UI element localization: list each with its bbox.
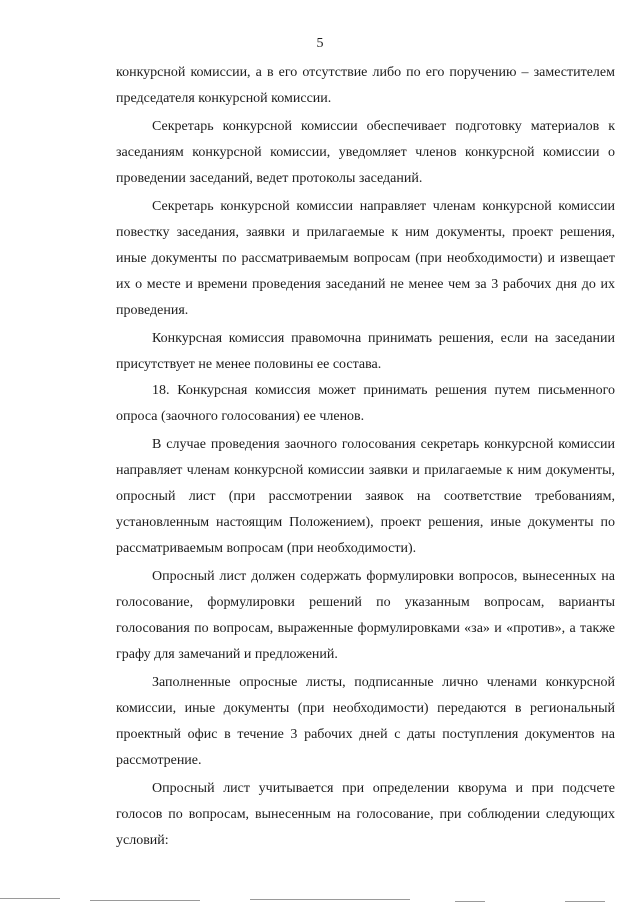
- paragraph-continuation: конкурсной комиссии, а в его отсутствие либо по его поручению – заместителем председателя конкурсной комиссии.: [116, 65, 615, 106]
- scan-edge-rule: [0, 898, 60, 899]
- paragraph-secretary-agenda: Секретарь конкурсной комиссии направляет членам конкурсной комиссии повестку заседания, заявки и прилагаемые к ним документы, проект решения, иные документы по рассматриваемым вопросам (при необходимости) и извещает их о месте и времени проведения заседаний не менее чем за 3 рабочих дня до их проведения.: [116, 199, 615, 318]
- document-body: [116, 60, 615, 854]
- scan-edge-rule: [455, 901, 485, 902]
- paragraph-absentee-voting: В случае проведения заочного голосования секретарь конкурсной комиссии направляет членам конкурсной комиссии заявки и прилагаемые к ним документы, опросный лист (при рассмотрении заявок на соответствие требованиям, установленным настоящим Положением), проект решения, иные документы по рассматриваемым вопросам (при необходимости).: [116, 437, 615, 556]
- paragraph-secretary-preparation: Секретарь конкурсной комиссии обеспечивает подготовку материалов к заседаниям конкурсной комиссии, уведомляет членов конкурсной комиссии о проведении заседаний, ведет протоколы заседаний.: [116, 119, 615, 186]
- scan-edge-rule: [565, 901, 605, 902]
- paragraph-item-18: 18. Конкурсная комиссия может принимать решения путем письменного опроса (заочного голосования) ее членов.: [116, 383, 615, 424]
- page-number: 5: [316, 36, 324, 51]
- scan-edge-marks: [0, 896, 640, 905]
- scan-edge-rule: [250, 899, 410, 900]
- paragraph-questionnaire-content: Опросный лист должен содержать формулировки вопросов, вынесенных на голосование, формулировки решений по указанным вопросам, варианты голосования по вопросам, выраженные формулировками «за» и «против», а также графу для замечаний и предложений.: [116, 569, 615, 662]
- paragraph-questionnaire-conditions: Опросный лист учитывается при определении кворума и при подсчете голосов по вопросам, вынесенным на голосование, при соблюдении следующих условий:: [116, 781, 615, 848]
- paragraph-quorum: Конкурсная комиссия правомочна принимать решения, если на заседании присутствует не менее половины ее состава.: [116, 331, 615, 372]
- paragraph-filled-questionnaires: Заполненные опросные листы, подписанные лично членами конкурсной комиссии, иные документы (при необходимости) передаются в региональный проектный офис в течение 3 рабочих дней с даты поступления документов на рассмотрение.: [116, 675, 615, 768]
- scan-edge-rule: [90, 900, 200, 901]
